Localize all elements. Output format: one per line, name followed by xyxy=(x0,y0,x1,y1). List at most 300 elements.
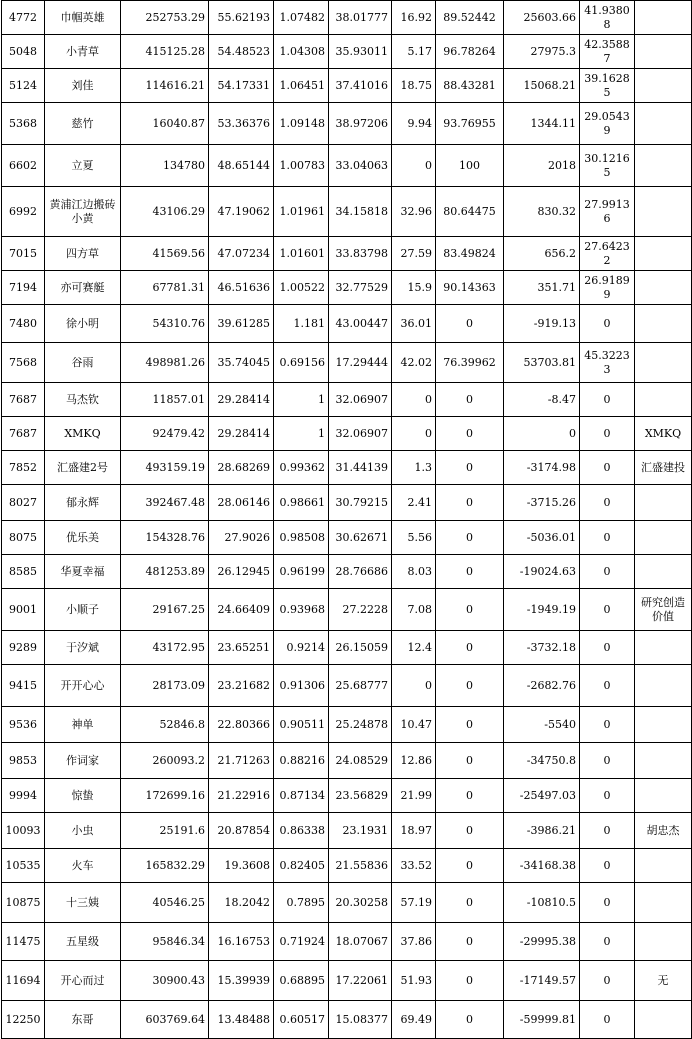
cell-c3: 0.9214 xyxy=(274,631,329,665)
cell-id: 7568 xyxy=(2,343,45,383)
cell-c2: 54.48523 xyxy=(209,35,274,69)
cell-id: 6602 xyxy=(2,145,45,187)
cell-c1: 67781.31 xyxy=(121,271,209,305)
cell-c7: 830.32 xyxy=(504,187,580,237)
cell-c8: 0 xyxy=(580,417,635,451)
cell-name: 立夏 xyxy=(45,145,121,187)
cell-c1: 252753.29 xyxy=(121,1,209,35)
cell-name: 火车 xyxy=(45,849,121,883)
cell-c8: 0 xyxy=(580,1001,635,1039)
cell-c4: 25.24878 xyxy=(329,707,392,743)
cell-id: 9415 xyxy=(2,665,45,707)
table-row xyxy=(2,417,692,451)
cell-c1: 498981.26 xyxy=(121,343,209,383)
cell-c6: 0 xyxy=(436,779,504,813)
cell-c1: 43106.29 xyxy=(121,187,209,237)
cell-c3: 0.98661 xyxy=(274,485,329,521)
cell-id: 7852 xyxy=(2,451,45,485)
cell-c7: -59999.81 xyxy=(504,1001,580,1039)
cell-c7: -34168.38 xyxy=(504,849,580,883)
cell-note xyxy=(635,665,692,707)
cell-c1: 481253.89 xyxy=(121,555,209,589)
cell-c3: 0.96199 xyxy=(274,555,329,589)
cell-c8: 0 xyxy=(580,555,635,589)
cell-c4: 35.93011 xyxy=(329,35,392,69)
cell-note xyxy=(635,1001,692,1039)
cell-c5: 36.01 xyxy=(392,305,436,343)
cell-c7: 351.71 xyxy=(504,271,580,305)
cell-c7: -34750.8 xyxy=(504,743,580,779)
cell-c7: -1949.19 xyxy=(504,589,580,631)
table-row xyxy=(2,961,692,1001)
cell-note xyxy=(635,305,692,343)
cell-id: 9536 xyxy=(2,707,45,743)
cell-c2: 15.39939 xyxy=(209,961,274,1001)
cell-c4: 32.06907 xyxy=(329,417,392,451)
cell-id: 10875 xyxy=(2,883,45,923)
cell-c8: 0 xyxy=(580,521,635,555)
cell-c8: 0 xyxy=(580,743,635,779)
cell-name: 黄浦江边搬砖小黄 xyxy=(45,187,121,237)
table-row xyxy=(2,665,692,707)
cell-note: 胡忠杰 xyxy=(635,813,692,849)
cell-c4: 30.79215 xyxy=(329,485,392,521)
cell-c1: 43172.95 xyxy=(121,631,209,665)
cell-c4: 15.08377 xyxy=(329,1001,392,1039)
cell-c7: 15068.21 xyxy=(504,69,580,103)
cell-c5: 15.9 xyxy=(392,271,436,305)
cell-c4: 31.44139 xyxy=(329,451,392,485)
cell-c8: 45.32233 xyxy=(580,343,635,383)
cell-c8: 0 xyxy=(580,961,635,1001)
cell-c5: 7.08 xyxy=(392,589,436,631)
cell-c3: 1 xyxy=(274,417,329,451)
cell-c6: 0 xyxy=(436,631,504,665)
cell-c5: 5.56 xyxy=(392,521,436,555)
cell-name: 小青草 xyxy=(45,35,121,69)
cell-name: 作词家 xyxy=(45,743,121,779)
cell-c3: 0.82405 xyxy=(274,849,329,883)
table-row xyxy=(2,521,692,555)
cell-c4: 18.07067 xyxy=(329,923,392,961)
cell-c2: 16.16753 xyxy=(209,923,274,961)
cell-c8: 42.35887 xyxy=(580,35,635,69)
cell-c4: 28.76686 xyxy=(329,555,392,589)
cell-name: 小顺子 xyxy=(45,589,121,631)
table-body xyxy=(2,1,692,1039)
cell-c8: 30.12165 xyxy=(580,145,635,187)
cell-c4: 17.29444 xyxy=(329,343,392,383)
cell-c1: 603769.64 xyxy=(121,1001,209,1039)
table-row xyxy=(2,103,692,145)
cell-c8: 27.64232 xyxy=(580,237,635,271)
cell-c5: 32.96 xyxy=(392,187,436,237)
cell-c7: -3715.26 xyxy=(504,485,580,521)
cell-name: 郁永辉 xyxy=(45,485,121,521)
cell-note xyxy=(635,383,692,417)
cell-c5: 9.94 xyxy=(392,103,436,145)
cell-c2: 21.71263 xyxy=(209,743,274,779)
cell-c3: 1.00522 xyxy=(274,271,329,305)
cell-c4: 37.41016 xyxy=(329,69,392,103)
cell-id: 7194 xyxy=(2,271,45,305)
cell-c8: 27.99136 xyxy=(580,187,635,237)
cell-c5: 0 xyxy=(392,145,436,187)
cell-c5: 18.75 xyxy=(392,69,436,103)
cell-c7: 27975.3 xyxy=(504,35,580,69)
cell-c4: 23.1931 xyxy=(329,813,392,849)
cell-c8: 0 xyxy=(580,813,635,849)
cell-name: 东哥 xyxy=(45,1001,121,1039)
cell-c5: 0 xyxy=(392,417,436,451)
cell-c1: 41569.56 xyxy=(121,237,209,271)
cell-c1: 392467.48 xyxy=(121,485,209,521)
cell-c5: 10.47 xyxy=(392,707,436,743)
cell-c4: 26.15059 xyxy=(329,631,392,665)
cell-name: 神单 xyxy=(45,707,121,743)
cell-c6: 0 xyxy=(436,485,504,521)
cell-c2: 46.51636 xyxy=(209,271,274,305)
cell-id: 7015 xyxy=(2,237,45,271)
cell-c2: 48.65144 xyxy=(209,145,274,187)
cell-c6: 0 xyxy=(436,555,504,589)
cell-c2: 18.2042 xyxy=(209,883,274,923)
cell-c8: 0 xyxy=(580,589,635,631)
cell-id: 9289 xyxy=(2,631,45,665)
cell-c3: 1.06451 xyxy=(274,69,329,103)
cell-c3: 0.93968 xyxy=(274,589,329,631)
cell-c1: 154328.76 xyxy=(121,521,209,555)
cell-c8: 0 xyxy=(580,707,635,743)
cell-c3: 0.86338 xyxy=(274,813,329,849)
cell-c6: 88.43281 xyxy=(436,69,504,103)
table-row xyxy=(2,849,692,883)
cell-c1: 11857.01 xyxy=(121,383,209,417)
cell-c7: 1344.11 xyxy=(504,103,580,145)
table-row xyxy=(2,813,692,849)
cell-c7: -25497.03 xyxy=(504,779,580,813)
cell-name: 四方草 xyxy=(45,237,121,271)
cell-name: 慈竹 xyxy=(45,103,121,145)
cell-c5: 1.3 xyxy=(392,451,436,485)
cell-c2: 35.74045 xyxy=(209,343,274,383)
cell-c6: 0 xyxy=(436,849,504,883)
table-row xyxy=(2,343,692,383)
cell-c4: 20.30258 xyxy=(329,883,392,923)
cell-name: 马杰钦 xyxy=(45,383,121,417)
cell-c6: 76.39962 xyxy=(436,343,504,383)
cell-c8: 0 xyxy=(580,665,635,707)
cell-id: 10535 xyxy=(2,849,45,883)
cell-c3: 0.88216 xyxy=(274,743,329,779)
table-row xyxy=(2,883,692,923)
cell-c2: 54.17331 xyxy=(209,69,274,103)
cell-note xyxy=(635,145,692,187)
cell-c7: -5036.01 xyxy=(504,521,580,555)
cell-c6: 0 xyxy=(436,383,504,417)
cell-c1: 25191.6 xyxy=(121,813,209,849)
cell-c3: 0.71924 xyxy=(274,923,329,961)
cell-note xyxy=(635,343,692,383)
table-row xyxy=(2,485,692,521)
table-row xyxy=(2,69,692,103)
cell-c2: 23.65251 xyxy=(209,631,274,665)
cell-c7: -5540 xyxy=(504,707,580,743)
table-row xyxy=(2,451,692,485)
cell-c3: 0.90511 xyxy=(274,707,329,743)
cell-c4: 25.68777 xyxy=(329,665,392,707)
cell-c3: 0.60517 xyxy=(274,1001,329,1039)
cell-name: 开开心心 xyxy=(45,665,121,707)
cell-c5: 5.17 xyxy=(392,35,436,69)
cell-c3: 0.91306 xyxy=(274,665,329,707)
cell-c8: 39.16285 xyxy=(580,69,635,103)
cell-c1: 114616.21 xyxy=(121,69,209,103)
cell-note xyxy=(635,631,692,665)
cell-c2: 39.61285 xyxy=(209,305,274,343)
cell-c6: 0 xyxy=(436,451,504,485)
cell-id: 5124 xyxy=(2,69,45,103)
cell-c2: 26.12945 xyxy=(209,555,274,589)
cell-c6: 90.14363 xyxy=(436,271,504,305)
cell-c2: 19.3608 xyxy=(209,849,274,883)
cell-c6: 0 xyxy=(436,589,504,631)
cell-note xyxy=(635,743,692,779)
cell-c4: 33.83798 xyxy=(329,237,392,271)
table-row xyxy=(2,631,692,665)
cell-c4: 21.55836 xyxy=(329,849,392,883)
cell-c3: 1 xyxy=(274,383,329,417)
cell-c4: 27.2228 xyxy=(329,589,392,631)
cell-c7: -3732.18 xyxy=(504,631,580,665)
ranking-table xyxy=(1,0,692,1039)
cell-c8: 0 xyxy=(580,849,635,883)
cell-c8: 0 xyxy=(580,883,635,923)
cell-c6: 80.64475 xyxy=(436,187,504,237)
cell-note: XMKQ xyxy=(635,417,692,451)
cell-c6: 0 xyxy=(436,883,504,923)
cell-c5: 37.86 xyxy=(392,923,436,961)
cell-c8: 41.93808 xyxy=(580,1,635,35)
cell-note: 研究创造价值 xyxy=(635,589,692,631)
cell-c2: 22.80366 xyxy=(209,707,274,743)
cell-id: 9994 xyxy=(2,779,45,813)
cell-note xyxy=(635,521,692,555)
cell-c5: 12.86 xyxy=(392,743,436,779)
cell-c3: 1.04308 xyxy=(274,35,329,69)
cell-name: 亦可赛艇 xyxy=(45,271,121,305)
table-row xyxy=(2,187,692,237)
table-row xyxy=(2,779,692,813)
cell-c2: 55.62193 xyxy=(209,1,274,35)
cell-c2: 24.66409 xyxy=(209,589,274,631)
cell-c6: 0 xyxy=(436,743,504,779)
cell-c4: 17.22061 xyxy=(329,961,392,1001)
table-row xyxy=(2,271,692,305)
cell-c7: -8.47 xyxy=(504,383,580,417)
cell-c4: 43.00447 xyxy=(329,305,392,343)
cell-c4: 38.97206 xyxy=(329,103,392,145)
cell-note xyxy=(635,35,692,69)
cell-note xyxy=(635,555,692,589)
cell-c4: 30.62671 xyxy=(329,521,392,555)
cell-c3: 0.87134 xyxy=(274,779,329,813)
table-row xyxy=(2,707,692,743)
cell-c1: 29167.25 xyxy=(121,589,209,631)
cell-c3: 0.69156 xyxy=(274,343,329,383)
cell-id: 8075 xyxy=(2,521,45,555)
cell-c6: 100 xyxy=(436,145,504,187)
cell-c8: 0 xyxy=(580,779,635,813)
cell-c5: 21.99 xyxy=(392,779,436,813)
cell-note xyxy=(635,883,692,923)
cell-c1: 95846.34 xyxy=(121,923,209,961)
cell-note xyxy=(635,271,692,305)
cell-name: 刘佳 xyxy=(45,69,121,103)
cell-c1: 40546.25 xyxy=(121,883,209,923)
cell-c5: 51.93 xyxy=(392,961,436,1001)
cell-c2: 23.21682 xyxy=(209,665,274,707)
cell-c8: 0 xyxy=(580,383,635,417)
cell-note xyxy=(635,849,692,883)
cell-c8: 29.05439 xyxy=(580,103,635,145)
cell-name: 华夏幸福 xyxy=(45,555,121,589)
cell-name: 五星级 xyxy=(45,923,121,961)
cell-c6: 0 xyxy=(436,923,504,961)
cell-c5: 2.41 xyxy=(392,485,436,521)
cell-note: 无 xyxy=(635,961,692,1001)
cell-name: 惊蛰 xyxy=(45,779,121,813)
cell-c5: 33.52 xyxy=(392,849,436,883)
cell-id: 7480 xyxy=(2,305,45,343)
table-row xyxy=(2,923,692,961)
cell-c4: 34.15818 xyxy=(329,187,392,237)
cell-id: 12250 xyxy=(2,1001,45,1039)
cell-id: 11694 xyxy=(2,961,45,1001)
cell-c1: 260093.2 xyxy=(121,743,209,779)
table-row xyxy=(2,35,692,69)
cell-c6: 0 xyxy=(436,305,504,343)
cell-c7: 656.2 xyxy=(504,237,580,271)
cell-c8: 0 xyxy=(580,451,635,485)
cell-id: 5368 xyxy=(2,103,45,145)
table-row xyxy=(2,555,692,589)
cell-name: XMKQ xyxy=(45,417,121,451)
cell-c5: 8.03 xyxy=(392,555,436,589)
table-row xyxy=(2,1,692,35)
cell-c2: 28.06146 xyxy=(209,485,274,521)
cell-c2: 29.28414 xyxy=(209,417,274,451)
cell-note xyxy=(635,485,692,521)
cell-c4: 32.06907 xyxy=(329,383,392,417)
cell-id: 4772 xyxy=(2,1,45,35)
cell-c1: 415125.28 xyxy=(121,35,209,69)
cell-c8: 0 xyxy=(580,485,635,521)
cell-c1: 134780 xyxy=(121,145,209,187)
cell-note xyxy=(635,69,692,103)
cell-c6: 96.78264 xyxy=(436,35,504,69)
cell-c6: 93.76955 xyxy=(436,103,504,145)
cell-c5: 69.49 xyxy=(392,1001,436,1039)
cell-c3: 0.98508 xyxy=(274,521,329,555)
cell-id: 10093 xyxy=(2,813,45,849)
cell-c1: 54310.76 xyxy=(121,305,209,343)
cell-id: 8585 xyxy=(2,555,45,589)
cell-name: 徐小明 xyxy=(45,305,121,343)
cell-c6: 0 xyxy=(436,813,504,849)
cell-id: 7687 xyxy=(2,383,45,417)
cell-note xyxy=(635,779,692,813)
cell-name: 巾帼英雄 xyxy=(45,1,121,35)
cell-note xyxy=(635,923,692,961)
cell-id: 9853 xyxy=(2,743,45,779)
cell-c6: 0 xyxy=(436,1001,504,1039)
cell-c7: -19024.63 xyxy=(504,555,580,589)
cell-c2: 13.48488 xyxy=(209,1001,274,1039)
cell-c5: 27.59 xyxy=(392,237,436,271)
table-row xyxy=(2,145,692,187)
cell-c5: 18.97 xyxy=(392,813,436,849)
cell-c3: 1.09148 xyxy=(274,103,329,145)
cell-c3: 1.01961 xyxy=(274,187,329,237)
table-row xyxy=(2,237,692,271)
cell-c2: 21.22916 xyxy=(209,779,274,813)
cell-name: 于汐斌 xyxy=(45,631,121,665)
cell-c7: -17149.57 xyxy=(504,961,580,1001)
cell-c8: 0 xyxy=(580,631,635,665)
table-row xyxy=(2,589,692,631)
cell-name: 十三姨 xyxy=(45,883,121,923)
cell-c7: -3986.21 xyxy=(504,813,580,849)
cell-c3: 0.99362 xyxy=(274,451,329,485)
cell-c6: 83.49824 xyxy=(436,237,504,271)
cell-c6: 0 xyxy=(436,521,504,555)
cell-note xyxy=(635,237,692,271)
cell-note xyxy=(635,187,692,237)
cell-c3: 0.7895 xyxy=(274,883,329,923)
cell-name: 汇盛建2号 xyxy=(45,451,121,485)
cell-c5: 42.02 xyxy=(392,343,436,383)
cell-c7: 53703.81 xyxy=(504,343,580,383)
cell-c3: 1.01601 xyxy=(274,237,329,271)
cell-c5: 16.92 xyxy=(392,1,436,35)
cell-c4: 33.04063 xyxy=(329,145,392,187)
cell-c4: 38.01777 xyxy=(329,1,392,35)
cell-c2: 27.9026 xyxy=(209,521,274,555)
cell-c2: 47.07234 xyxy=(209,237,274,271)
cell-c7: -919.13 xyxy=(504,305,580,343)
cell-c5: 0 xyxy=(392,383,436,417)
cell-c6: 0 xyxy=(436,707,504,743)
cell-id: 11475 xyxy=(2,923,45,961)
cell-name: 开心而过 xyxy=(45,961,121,1001)
cell-note: 汇盛建投 xyxy=(635,451,692,485)
cell-c1: 172699.16 xyxy=(121,779,209,813)
cell-c2: 47.19062 xyxy=(209,187,274,237)
cell-c2: 53.36376 xyxy=(209,103,274,145)
cell-c7: 2018 xyxy=(504,145,580,187)
cell-c6: 89.52442 xyxy=(436,1,504,35)
cell-c7: -29995.38 xyxy=(504,923,580,961)
table-row xyxy=(2,1001,692,1039)
cell-c3: 1.181 xyxy=(274,305,329,343)
table-row xyxy=(2,743,692,779)
cell-c8: 26.91899 xyxy=(580,271,635,305)
cell-note xyxy=(635,103,692,145)
cell-c6: 0 xyxy=(436,665,504,707)
cell-c1: 92479.42 xyxy=(121,417,209,451)
cell-c1: 28173.09 xyxy=(121,665,209,707)
